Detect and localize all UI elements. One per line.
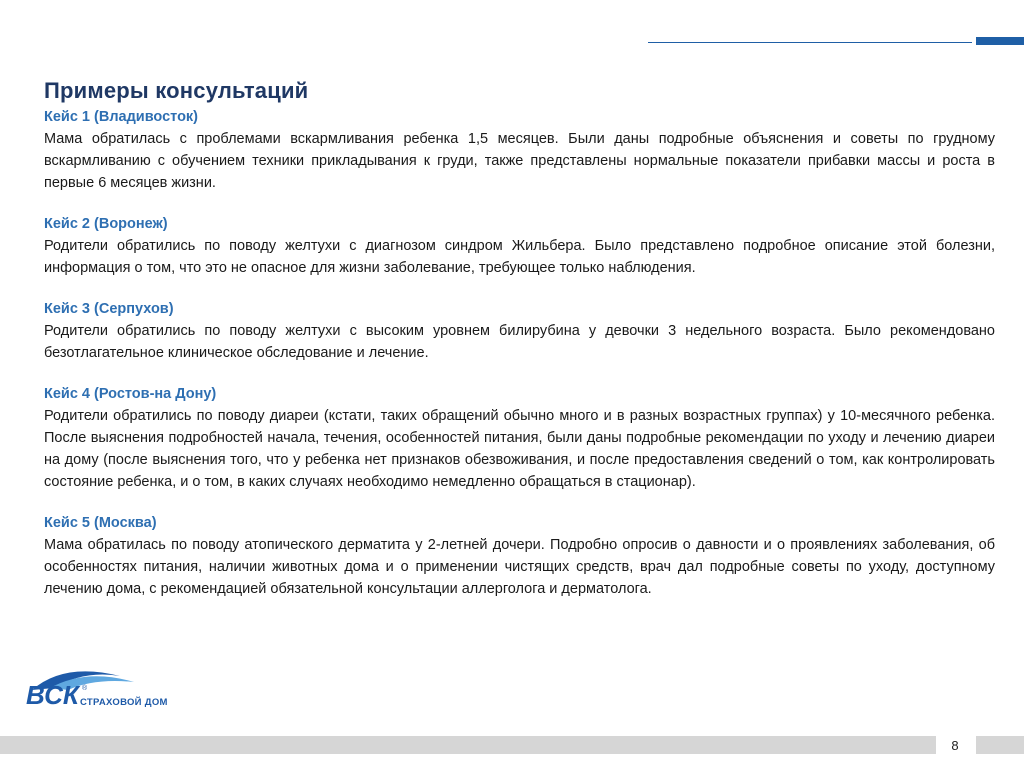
case-text: Родители обратились по поводу диареи (кстати, таких обращений обычно много и в разных возрастных группах) у 10-месячного ребенка. После выяснения подробностей начала, течения, особенностей питания, были даны подробные рекомендации по уходу и лечению диареи на дому (после выяснения того, что у ребенка нет признаков обезвоживания, и после предоставления сведений о том, как контролировать состояние ребенка, и о том, в каких случаях необходимо немедленно обращаться в стационар).: [44, 408, 995, 490]
logo-mark: ВСК: [26, 680, 79, 710]
case-1: [44, 106, 995, 194]
case-title: Кейс 3 (Серпухов): [44, 301, 174, 317]
case-text: Родители обратились по поводу желтухи с высоким уровнем билирубина у девочки 3 недельного возраста. Было рекомендовано безотлагательное клиническое обследование и лечение.: [44, 323, 995, 361]
case-title: Кейс 1 (Владивосток): [44, 109, 199, 125]
case-2: [44, 213, 995, 279]
case-3: [44, 298, 995, 364]
case-5: [44, 512, 995, 600]
case-text: Родители обратились по поводу желтухи с диагнозом синдром Жильбера. Было представлено подробное описание этой болезни, информация о том, что это не опасное для жизни заболевание, требующее только наблюдения.: [44, 238, 995, 276]
case-4: [44, 383, 995, 493]
page-number: 8: [951, 738, 959, 753]
case-title: Кейс 4 (Ростов-на Дону): [44, 386, 217, 402]
case-text: Мама обратилась по поводу атопического дерматита у 2-летней дочери. Подробно опросив о давности и о проявлениях заболевания, об особенностях питания, наличии животных дома и о применении чистящих средств, врач дал подробные советы по уходу, доступному лечению дома, с рекомендацией обязательной консультации аллерголога и дерматолога.: [44, 537, 995, 597]
footer-bar-right: [976, 736, 1024, 754]
logo-registered: ®: [82, 685, 88, 692]
case-title: Кейс 2 (Воронеж): [44, 216, 168, 232]
case-title: Кейс 5 (Москва): [44, 515, 157, 531]
logo-subtitle: СТРАХОВОЙ ДОМ: [80, 697, 168, 708]
footer-bar: [0, 736, 936, 754]
page-title: Примеры консультаций: [44, 78, 309, 103]
header-accent: [976, 37, 1024, 45]
case-text: Мама обратилась с проблемами вскармливания ребенка 1,5 месяцев. Были даны подробные объяснения и советы по грудному вскармливанию с обучением техники прикладывания к груди, также представлены нормальные показатели прибавки массы и роста в первые 6 месяцев жизни.: [44, 131, 995, 191]
cases-list: [44, 106, 995, 619]
header-rule: [648, 42, 972, 43]
